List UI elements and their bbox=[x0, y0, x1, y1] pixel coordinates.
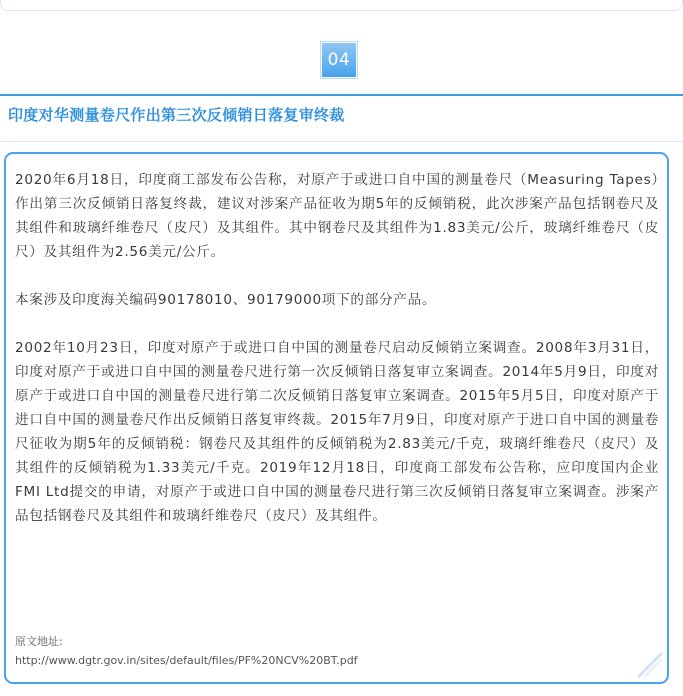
source-block bbox=[15, 632, 655, 670]
title-bottom-rule bbox=[0, 141, 683, 142]
article-body bbox=[15, 168, 659, 552]
source-label: 原文地址: bbox=[15, 635, 63, 648]
paragraph-2: 本案涉及印度海关编码90178010、90179000项下的部分产品。 bbox=[15, 292, 437, 308]
section-number-badge bbox=[321, 42, 359, 80]
paragraph-1: 2020年6月18日，印度商工部发布公告称，对原产于或进口自中国的测量卷尺（Measuring Tapes）作出第三次反倾销日落复终裁，建议对涉案产品征收为期5年的反倾销税，此次涉案产品包括钢卷尺及其组件和玻璃纤维卷尺（皮尺）及其组件。其中钢卷尺及其组件为1.83美元/公斤，玻璃纤维卷尺（皮尺）及其组件为2.56美元/公斤。 bbox=[15, 172, 659, 260]
source-url-link[interactable]: http://www.dgtr.gov.in/sites/default/files/PF%20NCV%20BT.pdf bbox=[15, 654, 358, 667]
section-number: 04 bbox=[321, 42, 357, 78]
paragraph-3: 2002年10月23日，印度对原产于或进口自中国的测量卷尺启动反倾销立案调查。2008年3月31日，印度对原产于或进口自中国的测量卷尺进行第一次反倾销日落复审立案调查。2014年5月9日，印度对原产于或进口自中国的测量卷尺进行第二次反倾销日落复审立案调查。2015年5月5日，印度对原产于进口自中国的测量卷尺作出反倾销日落复审终裁。2015年7月9日，印度对原产于进口自中国的测量卷尺征收为期5年的反倾销税：钢卷尺及其组件的反倾销税为2.83美元/千克，玻璃纤维卷尺（皮尺）及其组件的反倾销税为1.33美元/千克。2019年12月18日，印度商工部发布公告称，应印度国内企业FMI Ltd提交的申请，对原产于或进口自中国的测量卷尺进行第三次反倾销日落复审立案调查。涉案产品包括钢卷尺及其组件和玻璃纤维卷尺（皮尺）及其组件。 bbox=[15, 340, 659, 524]
title-top-rule bbox=[0, 94, 683, 96]
article-title: 印度对华测量卷尺作出第三次反倾销日落复审终裁 bbox=[8, 106, 345, 124]
top-frame-decoration bbox=[0, 0, 683, 11]
